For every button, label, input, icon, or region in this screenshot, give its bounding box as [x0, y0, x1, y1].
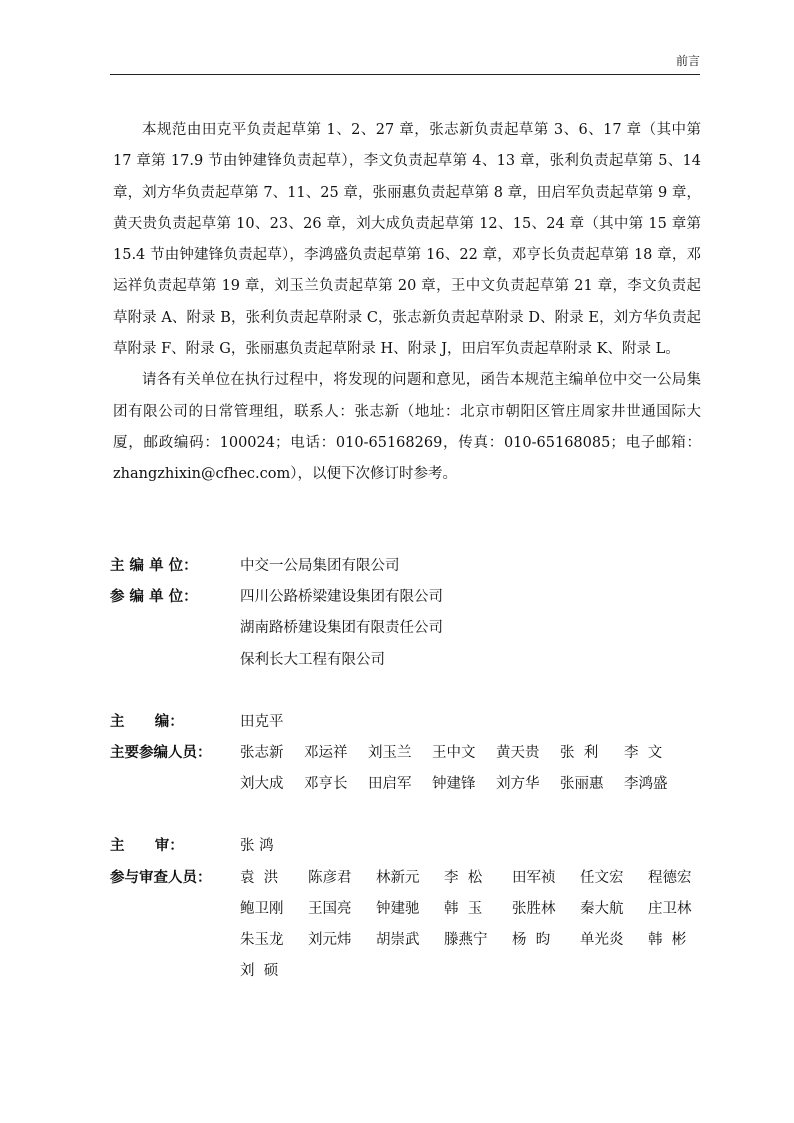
chief-reviewer-values	[240, 831, 710, 862]
participant-name: 邓亨长	[304, 776, 348, 793]
reviewers-names	[240, 863, 716, 988]
reviewer-name: 朱玉龙	[240, 932, 284, 949]
header-section-label: 前言	[675, 54, 700, 68]
reviewer-name: 刘 硕	[240, 963, 279, 980]
participant-name: 黄天贵	[496, 745, 540, 762]
chief-editor-name: 田克平	[240, 713, 284, 730]
reviewer-name: 李 松	[444, 869, 483, 886]
participant-name: 王中文	[432, 745, 476, 762]
chief-reviewer-label: 主 审：	[110, 838, 184, 855]
chief-editor-label: 主 编：	[110, 713, 184, 730]
participant-name: 张志新	[240, 745, 284, 762]
reviewers-row	[110, 863, 710, 988]
participant-name: 刘方华	[496, 776, 540, 793]
participant-name: 刘大成	[240, 776, 284, 793]
reviewer-name: 韩 彬	[648, 932, 687, 949]
main-participants-row	[110, 738, 710, 800]
main-participants-label: 主要参编人员：	[110, 745, 212, 762]
reviewer-name: 杨 昀	[512, 932, 551, 949]
chief-editor-row	[110, 707, 710, 738]
participant-name: 李鸿盛	[624, 776, 668, 793]
participating-unit-name: 湖南路桥建设集团有限责任公司	[240, 620, 443, 637]
reviewer-name: 滕燕宁	[444, 932, 488, 949]
reviewer-name: 钟建驰	[376, 900, 420, 917]
drafting-paragraph: 本规范由田克平负责起草第 1、2、27 章，张志新负责起草第 3、6、17 章（其中第 17 章第 17.9 节由钟建锋负责起草），李文负责起草第 4、13 章，张利负责起草第 5、14 章，刘方华负责起草第 7、11、25 章，张丽惠负责起草第 8 章，田启军负责起草第 9 章，黄天贵负责起草第 10、23、26 章，刘大成负责起草第 12、15、24 章（其中第 15 章第 15.4 节由钟建锋负责起草），李鸿盛负责起草第 16、22 章，邓亨长负责起草第 18 章，邓运祥负责起草第 19 章，刘玉兰负责起草第 20 章，王中文负责起草第 21 章，李文负责起草附录 A、附录 B，张利负责起草附录 C，张志新负责起草附录 D、附录 E，刘方华负责起草附录 F、附录 G，张丽惠负责起草附录 H、附录 J，田启军负责起草附录 K、附录 L。	[113, 122, 701, 358]
participating-units-label: 参 编 单 位：	[110, 589, 198, 606]
participant-name: 田启军	[368, 776, 412, 793]
participant-name: 邓运祥	[304, 745, 348, 762]
chief-unit-values	[240, 551, 710, 582]
reviewers-label: 参与审查人员：	[110, 869, 212, 886]
reviewer-name: 胡崇武	[376, 932, 420, 949]
chief-unit-name: 中交一公局集团有限公司	[240, 558, 400, 574]
chief-unit-row	[110, 551, 710, 582]
participating-unit-name: 保利长大工程有限公司	[240, 651, 385, 668]
reviewer-name: 庄卫林	[648, 900, 692, 917]
chief-reviewer-row	[110, 831, 710, 862]
participating-units-values	[240, 582, 710, 676]
chief-editor-values	[240, 707, 710, 738]
reviewer-name: 单光炎	[580, 932, 624, 949]
chief-unit-label: 主 编 单 位：	[110, 558, 198, 574]
participating-unit-name: 四川公路桥梁建设集团有限公司	[240, 589, 443, 606]
reviewer-name: 林新元	[376, 869, 420, 886]
participant-name: 李 文	[624, 745, 663, 762]
participant-name: 钟建锋	[432, 776, 476, 793]
participant-name: 刘玉兰	[368, 745, 412, 762]
credits-section	[110, 551, 710, 987]
reviewer-name: 韩 玉	[444, 900, 483, 917]
foreword-body	[113, 115, 701, 491]
chief-reviewer-name: 张 鸿	[240, 838, 274, 855]
reviewer-name: 张胜林	[512, 900, 556, 917]
reviewer-name: 王国亮	[308, 900, 352, 917]
participant-name: 张丽惠	[560, 776, 604, 793]
page-header	[110, 52, 700, 75]
participating-units-row	[110, 582, 710, 676]
participant-name: 张 利	[560, 745, 599, 762]
reviewer-name: 田军祯	[512, 869, 556, 886]
feedback-paragraph: 请各有关单位在执行过程中，将发现的问题和意见，函告本规范主编单位中交一公局集团有限公司的日常管理组，联系人：张志新（地址：北京市朝阳区管庄周家井世通国际大厦，邮政编码：100024；电话：010-65168269，传真：010-65168085；电子邮箱：zhangzhixin@cfhec.com），以便下次修订时参考。	[113, 372, 701, 483]
reviewer-name: 程德宏	[648, 869, 692, 886]
reviewer-name: 刘元炜	[308, 932, 352, 949]
reviewer-name: 任文宏	[580, 869, 624, 886]
reviewer-name: 秦大航	[580, 900, 624, 917]
reviewer-name: 鲍卫刚	[240, 900, 284, 917]
main-participants-names	[240, 738, 710, 800]
reviewer-name: 陈彦君	[308, 869, 352, 886]
reviewer-name: 袁 洪	[240, 869, 279, 886]
